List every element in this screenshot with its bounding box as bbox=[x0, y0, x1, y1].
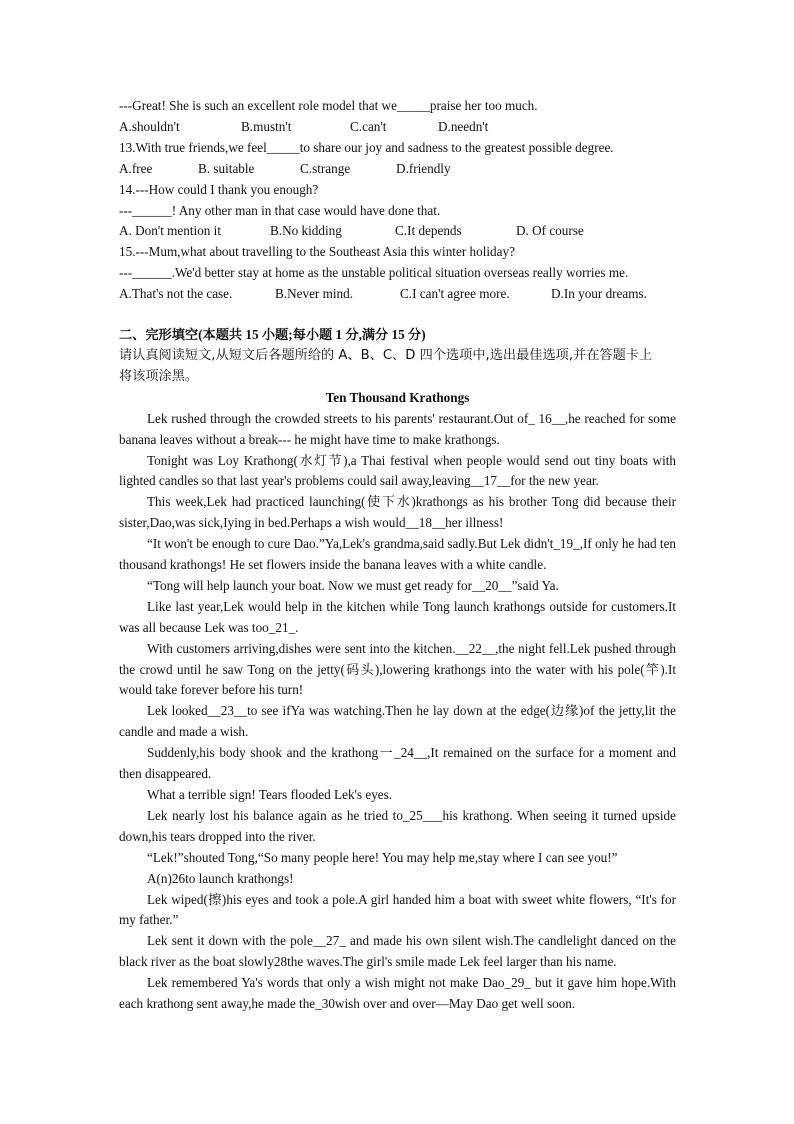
paragraph: A(n)26to launch krathongs! bbox=[147, 870, 294, 886]
q13-option-b: B. suitable bbox=[198, 160, 255, 176]
paragraph: “Lek!”shouted Tong,“So many people here! You may help me,stay where I can see you!” bbox=[147, 849, 618, 865]
paragraph: Lek nearly lost his balance again as he tried to_25___his krathong. When seeing it turned upside down,his tears dropped into the river. bbox=[119, 807, 676, 844]
paragraph: This week,Lek had practiced launching(使下水)krathongs as his brother Tong did because their sister,Dao,was sick,Iying in bed.Perhaps a wish would__18__her illness! bbox=[119, 494, 676, 531]
q13-stem: 13.With true friends,we feel_____to share our joy and sadness to the greatest possible degree. bbox=[119, 139, 614, 155]
paragraph: Like last year,Lek would help in the kitchen while Tong launch krathongs outside for customers.It was all because Lek was too_21_. bbox=[119, 598, 676, 635]
q15-option-d: D.In your dreams. bbox=[551, 286, 647, 302]
paragraph: Lek looked__23__to see ifYa was watching.Then he lay down at the edge(边缘)of the jetty,lit the candle and made a wish. bbox=[119, 703, 676, 740]
q12-stem: ---Great! She is such an excellent role model that we_____praise her too much. bbox=[119, 98, 538, 113]
q12-option-b: B.mustn't bbox=[241, 118, 292, 134]
paragraph: What a terrible sign! Tears flooded Lek's eyes. bbox=[147, 787, 393, 802]
q14-option-b: B.No kidding bbox=[270, 223, 342, 239]
passage-title: Ten Thousand Krathongs bbox=[325, 389, 470, 405]
q14-option-d: D. Of course bbox=[516, 223, 584, 239]
section-2-instruction-2: 将该项涂黑。 bbox=[119, 368, 199, 384]
q15-option-a: A.That's not the case. bbox=[119, 286, 233, 302]
q12-options bbox=[119, 117, 676, 138]
q15-stem-2: ---______.We'd better stay at home as the unstable political situation overseas really worries me. bbox=[119, 265, 629, 281]
q13-options bbox=[119, 159, 676, 180]
q12-option-d: D.needn't bbox=[438, 118, 489, 134]
q14-stem-2: ---______! Any other man in that case would have done that. bbox=[119, 202, 441, 218]
paragraph: Lek remembered Ya's words that only a wish might not make Dao_29_ but it gave him hope.With each krathong sent away,he made the_30wish over and over—May Dao get well soon. bbox=[119, 975, 676, 1012]
passage-body bbox=[119, 409, 676, 1015]
q15-options bbox=[119, 284, 676, 305]
paragraph: Lek wiped(擦)his eyes and took a pole.A girl handed him a boat with sweet white flowers, “It's for my father.” bbox=[119, 891, 676, 928]
q13-option-d: D.friendly bbox=[396, 160, 451, 176]
paragraph: “Tong will help launch your boat. Now we must get ready for__20__”said Ya. bbox=[147, 577, 559, 593]
q13-option-c: C.strange bbox=[300, 160, 351, 176]
section-2-title: 二、完形填空(本题共 15 小题;每小题 1 分,满分 15 分) bbox=[119, 327, 426, 343]
section-2-instruction-1: 请认真阅读短文,从短文后各题所给的 A、B、C、D 四个选项中,选出最佳选项,并在答题卡上 bbox=[119, 347, 653, 363]
paragraph: Lek sent it down with the pole__27_ and made his own silent wish.The candlelight danced on the black river as the boat slowly28the waves.The girl's smile made Lek feel larger than his name. bbox=[119, 933, 676, 970]
q12-option-c: C.can't bbox=[350, 118, 387, 134]
q13-option-a: A.free bbox=[119, 160, 153, 176]
paragraph: Suddenly,his body shook and the krathong一_24__,It remained on the surface for a moment and then disappeared. bbox=[119, 745, 676, 782]
paragraph: Lek rushed through the crowded streets to his parents' restaurant.Out of_ 16__,he reached for some banana leaves without a break--- he might have time to make krathongs. bbox=[119, 410, 676, 447]
q15-option-c: C.I can't agree more. bbox=[400, 286, 510, 302]
q14-options bbox=[119, 221, 676, 242]
exam-page bbox=[119, 96, 676, 1015]
q15-stem-1: 15.---Mum,what about travelling to the Southeast Asia this winter holiday? bbox=[119, 244, 515, 260]
q14-option-a: A. Don't mention it bbox=[119, 223, 222, 239]
section-gap bbox=[119, 305, 676, 325]
q15-option-b: B.Never mind. bbox=[275, 286, 354, 302]
q14-stem-1: 14.---How could I thank you enough? bbox=[119, 181, 319, 197]
paragraph: With customers arriving,dishes were sent into the kitchen.__22__,the night fell.Lek pushed through the crowd until he saw Tong on the jetty(码头),lowering krathongs into the water with his pole(竿).It would take forever before his turn! bbox=[119, 640, 676, 698]
paragraph: “It won't be enough to cure Dao.”Ya,Lek's grandma,said sadly.But Lek didn't_19_,If only he had ten thousand krathongs! He set flowers inside the banana leaves with a white candle. bbox=[119, 536, 677, 573]
q12-option-a: A.shouldn't bbox=[119, 118, 180, 134]
paragraph: Tonight was Loy Krathong(水灯节),a Thai festival when people would send out tiny boats with lighted candles so that last year's problems could sail away,leaving__17__for the new year. bbox=[119, 452, 676, 489]
q14-option-c: C.It depends bbox=[395, 223, 462, 239]
